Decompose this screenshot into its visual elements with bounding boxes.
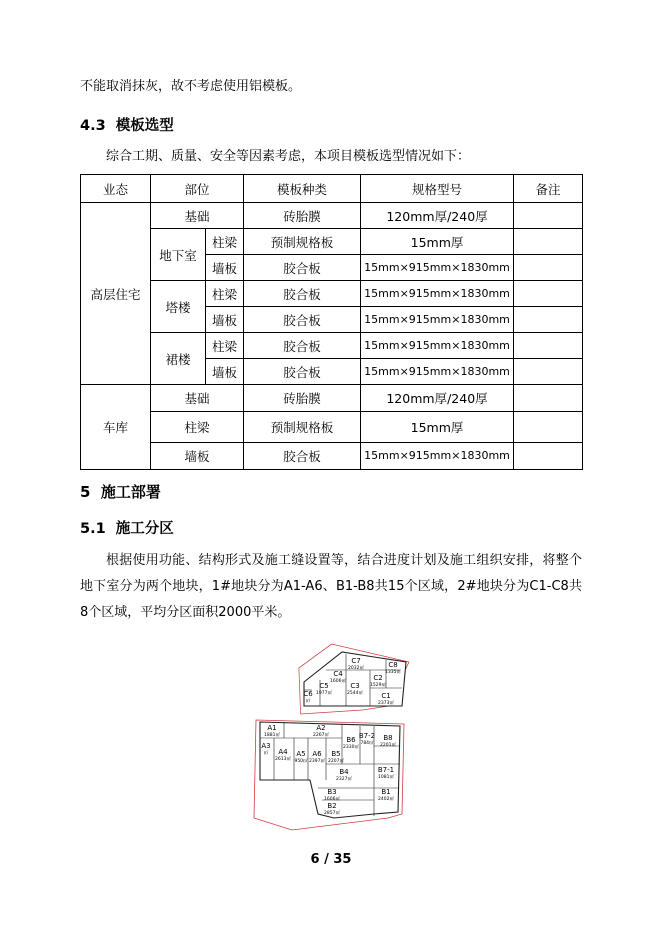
subpart-cell: 墙板 — [206, 359, 244, 385]
zone-id-c1: C1 — [381, 692, 391, 700]
page-number: 6 / 35 — [310, 852, 352, 867]
table-row — [81, 281, 583, 307]
part-cell: 墙板 — [151, 443, 244, 470]
part-cell: 基础 — [151, 385, 244, 412]
spec-cell: 15mm×915mm×1830mm — [361, 307, 514, 333]
zone-area-c4: 1606㎡ — [330, 679, 346, 684]
zone-area-a4: 2613㎡ — [275, 757, 291, 762]
zone-id-b7-1: B7-1 — [377, 766, 395, 774]
zone-area-c7: 2032㎡ — [348, 666, 364, 671]
zone-id-c4: C4 — [333, 670, 343, 678]
type-cell: 预制规格板 — [244, 229, 361, 255]
subpart-cell: 柱梁 — [206, 281, 244, 307]
zone-area-c8: 1335㎡ — [385, 670, 401, 675]
spec-cell: 15mm厚 — [361, 412, 514, 443]
subpart-cell: 墙板 — [206, 307, 244, 333]
zone-area-b2: 2857㎡ — [324, 811, 340, 816]
zone-id-a3: A3 — [261, 742, 271, 750]
table-row — [81, 229, 583, 255]
spec-cell: 15mm×915mm×1830mm — [361, 255, 514, 281]
section-number: 4.3 — [80, 118, 106, 134]
header-cell: 部位 — [151, 175, 244, 203]
section-5-heading — [80, 481, 161, 502]
zone-id-a2: A2 — [316, 724, 326, 732]
section-title: 施工部署 — [100, 483, 161, 501]
zone-id-c5: C5 — [319, 682, 329, 690]
header-cell: 备注 — [514, 175, 583, 203]
group-cell: 高层住宅 — [81, 203, 151, 385]
section-5-1-heading — [80, 517, 174, 538]
section-number: 5.1 — [80, 521, 106, 537]
formwork-table — [80, 174, 583, 470]
group-cell: 车库 — [81, 385, 151, 470]
intro-line: 不能取消抹灰，故不考虑使用铝模板。 — [80, 79, 302, 94]
table-row — [81, 203, 583, 229]
type-cell: 砖胎膜 — [244, 203, 361, 229]
zone-area-c3: 2544㎡ — [347, 691, 363, 696]
zone-id-c8: C8 — [388, 661, 398, 669]
subpart-cell: 墙板 — [206, 255, 244, 281]
zone-id-c3: C3 — [350, 682, 360, 690]
section-4-3-heading — [80, 114, 174, 135]
note-cell — [514, 203, 583, 229]
table-row — [81, 443, 583, 470]
zone-area-a2: 2267㎡ — [313, 733, 329, 738]
type-cell: 胶合板 — [244, 359, 361, 385]
header-cell: 业态 — [81, 175, 151, 203]
zone-id-c7: C7 — [351, 657, 361, 665]
section-title: 模板选型 — [115, 118, 174, 134]
zone-area-b6: 2330㎡ — [343, 745, 359, 750]
zone-id-a6: A6 — [312, 750, 322, 758]
spec-cell: 120mm厚/240厚 — [361, 203, 514, 229]
note-cell — [514, 255, 583, 281]
zone-area-b5: 2207㎡ — [328, 759, 344, 764]
zone-area-a1: 1881㎡ — [264, 733, 280, 738]
type-cell: 胶合板 — [244, 307, 361, 333]
paragraph-4-3: 综合工期、质量、安全等因素考虑，本项目模板选型情况如下： — [106, 149, 471, 164]
spec-cell: 15mm×915mm×1830mm — [361, 333, 514, 359]
zone-id-a5: A5 — [296, 750, 306, 758]
table-header-row — [81, 175, 583, 203]
spec-cell: 120mm厚/240厚 — [361, 385, 514, 412]
spec-cell: 15mm厚 — [361, 229, 514, 255]
section-title: 施工分区 — [115, 521, 174, 537]
zone-area-b7-2: 784㎡ — [360, 741, 374, 746]
zone-area-c5: 1977㎡ — [316, 691, 332, 696]
part-cell: 柱梁 — [151, 412, 244, 443]
zone-id-c6: C6 — [303, 690, 313, 698]
paragraph-5-1: 根据使用功能、结构形式及施工缝设置等，结合进度计划及施工组织安排，将整个地下室分为两个地块，1#地块分为A1-A6、B1-B8共15个区域，2#地块分为C1-C8共8个区域，平均分区面积2000平米。 — [80, 553, 582, 620]
zone-area-c6: ㎡ — [305, 699, 311, 704]
part-cell: 地下室 — [151, 229, 206, 281]
table-row — [81, 385, 583, 412]
zone-area-a5: 950㎡ — [294, 759, 308, 764]
zone-id-b4: B4 — [339, 768, 349, 776]
table-row — [81, 412, 583, 443]
header-cell: 规格型号 — [361, 175, 514, 203]
zone-id-b6: B6 — [346, 736, 356, 744]
zone-id-c2: C2 — [373, 674, 383, 682]
zone-area-c2: 1529㎡ — [370, 683, 386, 688]
zone-id-a4: A4 — [278, 748, 288, 756]
part-cell: 塔楼 — [151, 281, 206, 333]
zone-id-b7-2: B7-2 — [358, 732, 376, 740]
zone-id-b5: B5 — [331, 750, 341, 758]
zone-id-b1: B1 — [381, 788, 391, 796]
note-cell — [514, 229, 583, 255]
note-cell — [514, 385, 583, 412]
type-cell: 砖胎膜 — [244, 385, 361, 412]
note-cell — [514, 412, 583, 443]
note-cell — [514, 333, 583, 359]
part-cell: 基础 — [151, 203, 244, 229]
zone-area-a6: 2397㎡ — [309, 759, 325, 764]
section-number: 5 — [80, 483, 91, 501]
header-cell: 模板种类 — [244, 175, 361, 203]
spec-cell: 15mm×915mm×1830mm — [361, 281, 514, 307]
zone-id-b2: B2 — [327, 802, 337, 810]
zone-area-c1: 2373㎡ — [378, 701, 394, 706]
zone-id-b8: B8 — [383, 734, 393, 742]
type-cell: 胶合板 — [244, 281, 361, 307]
zone-area-a3: ㎡ — [263, 751, 269, 756]
type-cell: 胶合板 — [244, 255, 361, 281]
type-cell: 胶合板 — [244, 333, 361, 359]
site-zoning-plan — [250, 640, 412, 840]
note-cell — [514, 359, 583, 385]
note-cell — [514, 307, 583, 333]
subpart-cell: 柱梁 — [206, 229, 244, 255]
table-row — [81, 333, 583, 359]
subpart-cell: 柱梁 — [206, 333, 244, 359]
part-cell: 裙楼 — [151, 333, 206, 385]
note-cell — [514, 443, 583, 470]
zone-area-b4: 2327㎡ — [336, 777, 352, 782]
zone-area-b7-1: 1081㎡ — [378, 775, 394, 780]
zone-area-b1: 2402㎡ — [378, 797, 394, 802]
type-cell: 预制规格板 — [244, 412, 361, 443]
spec-cell: 15mm×915mm×1830mm — [361, 443, 514, 470]
zone-id-b3: B3 — [327, 788, 337, 796]
spec-cell: 15mm×915mm×1830mm — [361, 359, 514, 385]
zone-id-a1: A1 — [267, 724, 277, 732]
zone-area-b8: 2201㎡ — [380, 743, 396, 748]
note-cell — [514, 281, 583, 307]
type-cell: 胶合板 — [244, 443, 361, 470]
zone-area-b3: 1606㎡ — [324, 797, 340, 802]
